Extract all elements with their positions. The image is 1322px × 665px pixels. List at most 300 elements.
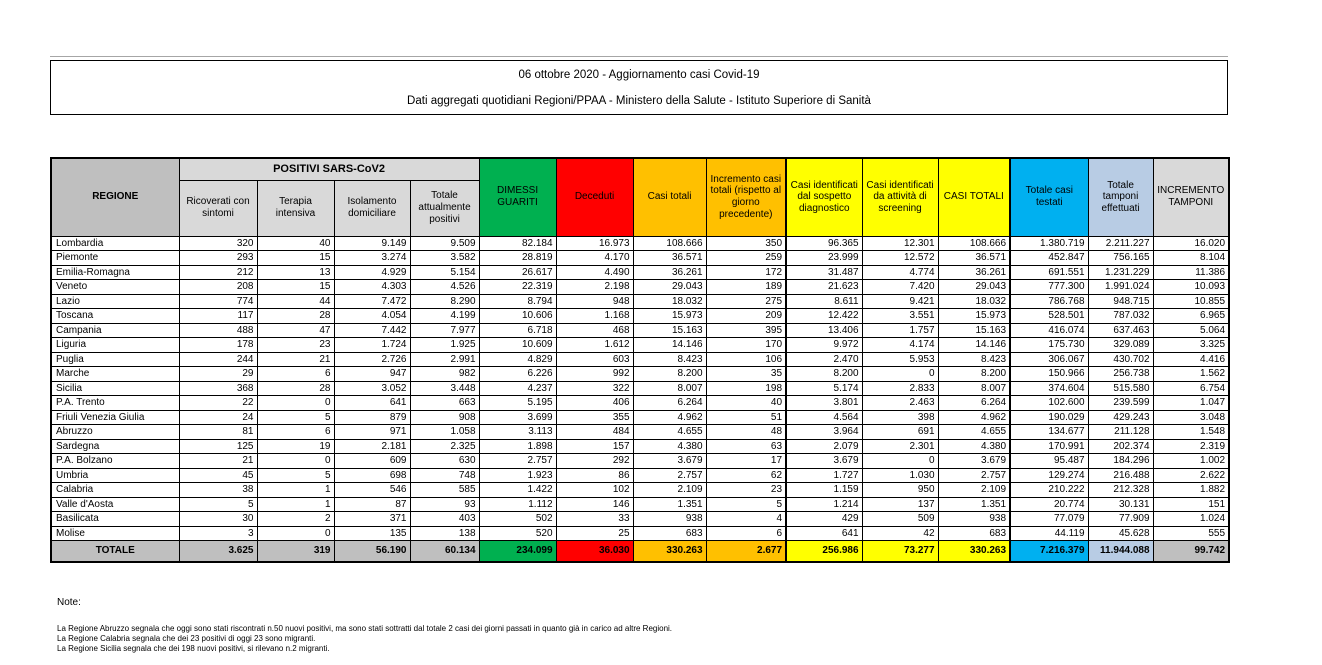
cell-totale-casi-testati: 1.380.719 xyxy=(1010,236,1088,251)
cell-incremento-tamponi: 6.754 xyxy=(1153,381,1229,396)
cell-casi-screening: 4.174 xyxy=(862,338,938,353)
region-name: Friuli Venezia Giulia xyxy=(51,410,179,425)
cell-casi-sospetto-diagnostico: 1.159 xyxy=(786,483,862,498)
cell-totale-attualmente-positivi: 663 xyxy=(410,396,479,411)
cell-totale-tamponi-effettuati: 948.715 xyxy=(1088,294,1153,309)
cell-totale-attualmente-positivi: 2.991 xyxy=(410,352,479,367)
note-sicilia: La Regione Sicilia segnala che dei 198 nuovi positivi, si rilevano n.2 migranti. xyxy=(57,644,330,653)
cell-casi-screening: 4.774 xyxy=(862,265,938,280)
region-name: Toscana xyxy=(51,309,179,324)
column-header-casi-testati: Totale casi testati xyxy=(1010,158,1088,236)
cell-incremento-casi-totali: 6 xyxy=(706,526,786,541)
total-cell-casi-screening: 73.277 xyxy=(862,541,938,562)
cell-dimessi-guariti: 5.195 xyxy=(479,396,556,411)
cell-ricoverati-con-sintomi: 320 xyxy=(179,236,257,251)
cell-totale-tamponi-effettuati: 256.738 xyxy=(1088,367,1153,382)
region-name: Piemonte xyxy=(51,251,179,266)
cell-isolamento-domiciliare: 546 xyxy=(334,483,410,498)
cell-terapia-intensiva: 23 xyxy=(257,338,334,353)
cell-totale-tamponi-effettuati: 756.165 xyxy=(1088,251,1153,266)
cell-casi-screening: 7.420 xyxy=(862,280,938,295)
cell-incremento-tamponi: 11.386 xyxy=(1153,265,1229,280)
cell-totale-attualmente-positivi: 93 xyxy=(410,497,479,512)
cell-casi-screening: 3.551 xyxy=(862,309,938,324)
cell-incremento-tamponi: 2.319 xyxy=(1153,439,1229,454)
cell-terapia-intensiva: 6 xyxy=(257,367,334,382)
cell-isolamento-domiciliare: 4.303 xyxy=(334,280,410,295)
cell-incremento-tamponi: 1.548 xyxy=(1153,425,1229,440)
cell-incremento-casi-totali: 189 xyxy=(706,280,786,295)
cell-casi-totali: 4.962 xyxy=(633,410,706,425)
cell-deceduti: 33 xyxy=(556,512,633,527)
cell-ricoverati-con-sintomi: 488 xyxy=(179,323,257,338)
total-cell-terapia-intensiva: 319 xyxy=(257,541,334,562)
cell-casi-totali-2: 2.757 xyxy=(938,468,1010,483)
table-row xyxy=(51,425,1229,440)
cell-terapia-intensiva: 28 xyxy=(257,309,334,324)
cell-ricoverati-con-sintomi: 24 xyxy=(179,410,257,425)
cell-totale-attualmente-positivi: 5.154 xyxy=(410,265,479,280)
cell-totale-attualmente-positivi: 9.509 xyxy=(410,236,479,251)
cell-incremento-casi-totali: 51 xyxy=(706,410,786,425)
cell-ricoverati-con-sintomi: 293 xyxy=(179,251,257,266)
cell-incremento-tamponi: 3.325 xyxy=(1153,338,1229,353)
cell-casi-totali-2: 1.351 xyxy=(938,497,1010,512)
cell-ricoverati-con-sintomi: 368 xyxy=(179,381,257,396)
region-name: Liguria xyxy=(51,338,179,353)
cell-dimessi-guariti: 2.757 xyxy=(479,454,556,469)
cell-casi-totali: 683 xyxy=(633,526,706,541)
cell-totale-attualmente-positivi: 3.582 xyxy=(410,251,479,266)
cell-isolamento-domiciliare: 87 xyxy=(334,497,410,512)
cell-casi-totali: 14.146 xyxy=(633,338,706,353)
cell-terapia-intensiva: 15 xyxy=(257,251,334,266)
cell-isolamento-domiciliare: 9.149 xyxy=(334,236,410,251)
cell-casi-sospetto-diagnostico: 13.406 xyxy=(786,323,862,338)
cell-casi-sospetto-diagnostico: 23.999 xyxy=(786,251,862,266)
cell-ricoverati-con-sintomi: 125 xyxy=(179,439,257,454)
cell-terapia-intensiva: 13 xyxy=(257,265,334,280)
cell-totale-casi-testati: 150.966 xyxy=(1010,367,1088,382)
cell-ricoverati-con-sintomi: 30 xyxy=(179,512,257,527)
cell-totale-attualmente-positivi: 585 xyxy=(410,483,479,498)
cell-incremento-casi-totali: 106 xyxy=(706,352,786,367)
cell-totale-casi-testati: 210.222 xyxy=(1010,483,1088,498)
cell-ricoverati-con-sintomi: 81 xyxy=(179,425,257,440)
cell-terapia-intensiva: 21 xyxy=(257,352,334,367)
table-row xyxy=(51,483,1229,498)
region-name: Abruzzo xyxy=(51,425,179,440)
region-name: Marche xyxy=(51,367,179,382)
total-cell-ricoverati-con-sintomi: 3.625 xyxy=(179,541,257,562)
cell-totale-attualmente-positivi: 4.199 xyxy=(410,309,479,324)
notes-section xyxy=(57,597,1257,654)
cell-terapia-intensiva: 0 xyxy=(257,454,334,469)
cell-casi-sospetto-diagnostico: 9.972 xyxy=(786,338,862,353)
table-row xyxy=(51,309,1229,324)
cell-incremento-casi-totali: 48 xyxy=(706,425,786,440)
cell-totale-attualmente-positivi: 982 xyxy=(410,367,479,382)
region-name: Emilia-Romagna xyxy=(51,265,179,280)
cell-totale-casi-testati: 44.119 xyxy=(1010,526,1088,541)
cell-deceduti: 2.198 xyxy=(556,280,633,295)
cell-isolamento-domiciliare: 135 xyxy=(334,526,410,541)
cell-incremento-casi-totali: 198 xyxy=(706,381,786,396)
cell-dimessi-guariti: 8.794 xyxy=(479,294,556,309)
cell-terapia-intensiva: 5 xyxy=(257,410,334,425)
cell-totale-tamponi-effettuati: 239.599 xyxy=(1088,396,1153,411)
cell-casi-screening: 2.463 xyxy=(862,396,938,411)
cell-casi-sospetto-diagnostico: 641 xyxy=(786,526,862,541)
cell-casi-screening: 12.572 xyxy=(862,251,938,266)
gridline xyxy=(50,56,1228,57)
cell-dimessi-guariti: 4.829 xyxy=(479,352,556,367)
cell-terapia-intensiva: 5 xyxy=(257,468,334,483)
cell-casi-sospetto-diagnostico: 21.623 xyxy=(786,280,862,295)
cell-deceduti: 102 xyxy=(556,483,633,498)
column-header-casi-sospetto: Casi identificati dal sospetto diagnostico xyxy=(786,158,862,236)
cell-isolamento-domiciliare: 4.054 xyxy=(334,309,410,324)
cell-dimessi-guariti: 82.184 xyxy=(479,236,556,251)
table-row xyxy=(51,352,1229,367)
cell-incremento-tamponi: 10.855 xyxy=(1153,294,1229,309)
column-header-dimessi-guariti: DIMESSI GUARITI xyxy=(479,158,556,236)
cell-casi-sospetto-diagnostico: 1.727 xyxy=(786,468,862,483)
cell-deceduti: 1.612 xyxy=(556,338,633,353)
region-name: Basilicata xyxy=(51,512,179,527)
cell-deceduti: 4.490 xyxy=(556,265,633,280)
cell-ricoverati-con-sintomi: 178 xyxy=(179,338,257,353)
cell-totale-tamponi-effettuati: 515.580 xyxy=(1088,381,1153,396)
cell-casi-totali: 938 xyxy=(633,512,706,527)
column-header-tamponi: Totale tamponi effettuati xyxy=(1088,158,1153,236)
cell-ricoverati-con-sintomi: 244 xyxy=(179,352,257,367)
column-header-casi-totali: Casi totali xyxy=(633,158,706,236)
cell-casi-totali-2: 6.264 xyxy=(938,396,1010,411)
total-cell-incremento-casi-totali: 2.677 xyxy=(706,541,786,562)
cell-deceduti: 948 xyxy=(556,294,633,309)
total-cell-totale-tamponi-effettuati: 11.944.088 xyxy=(1088,541,1153,562)
cell-casi-sospetto-diagnostico: 8.200 xyxy=(786,367,862,382)
cell-isolamento-domiciliare: 371 xyxy=(334,512,410,527)
bulletin-subtitle: Dati aggregati quotidiani Regioni/PPAA - Ministero della Salute - Istituto Superiore di Sanità xyxy=(407,95,871,107)
table-row xyxy=(51,454,1229,469)
covid-data-table xyxy=(50,157,1230,563)
cell-dimessi-guariti: 4.237 xyxy=(479,381,556,396)
note-abruzzo: La Regione Abruzzo segnala che oggi sono stati riscontrati n.50 nuovi positivi, ma sono stati sottratti dal totale 2 casi dei giorni passati in quanto già in carico ad altre Regioni. xyxy=(57,624,673,633)
cell-deceduti: 25 xyxy=(556,526,633,541)
table-row xyxy=(51,251,1229,266)
cell-totale-tamponi-effettuati: 211.128 xyxy=(1088,425,1153,440)
cell-incremento-tamponi: 1.562 xyxy=(1153,367,1229,382)
cell-casi-screening: 691 xyxy=(862,425,938,440)
cell-totale-tamponi-effettuati: 77.909 xyxy=(1088,512,1153,527)
cell-ricoverati-con-sintomi: 29 xyxy=(179,367,257,382)
cell-totale-attualmente-positivi: 403 xyxy=(410,512,479,527)
table-row xyxy=(51,497,1229,512)
column-header-terapia-intensiva: Terapia intensiva xyxy=(257,180,334,236)
cell-casi-screening: 1.030 xyxy=(862,468,938,483)
cell-casi-totali-2: 14.146 xyxy=(938,338,1010,353)
cell-casi-sospetto-diagnostico: 96.365 xyxy=(786,236,862,251)
cell-totale-attualmente-positivi: 908 xyxy=(410,410,479,425)
cell-incremento-casi-totali: 259 xyxy=(706,251,786,266)
table-row xyxy=(51,280,1229,295)
cell-incremento-casi-totali: 63 xyxy=(706,439,786,454)
cell-isolamento-domiciliare: 609 xyxy=(334,454,410,469)
cell-casi-screening: 9.421 xyxy=(862,294,938,309)
cell-incremento-casi-totali: 5 xyxy=(706,497,786,512)
cell-casi-totali: 8.007 xyxy=(633,381,706,396)
cell-casi-totali-2: 36.261 xyxy=(938,265,1010,280)
region-name: Lombardia xyxy=(51,236,179,251)
cell-incremento-tamponi: 10.093 xyxy=(1153,280,1229,295)
cell-dimessi-guariti: 1.898 xyxy=(479,439,556,454)
cell-casi-screening: 0 xyxy=(862,454,938,469)
region-name: P.A. Bolzano xyxy=(51,454,179,469)
title-box xyxy=(50,60,1228,115)
column-header-incremento-tamponi: INCREMENTO TAMPONI xyxy=(1153,158,1229,236)
cell-casi-sospetto-diagnostico: 4.564 xyxy=(786,410,862,425)
table-row xyxy=(51,381,1229,396)
total-cell-isolamento-domiciliare: 56.190 xyxy=(334,541,410,562)
cell-terapia-intensiva: 28 xyxy=(257,381,334,396)
cell-totale-tamponi-effettuati: 637.463 xyxy=(1088,323,1153,338)
total-cell-casi-totali: 330.263 xyxy=(633,541,706,562)
cell-totale-tamponi-effettuati: 202.374 xyxy=(1088,439,1153,454)
cell-dimessi-guariti: 1.112 xyxy=(479,497,556,512)
cell-casi-screening: 42 xyxy=(862,526,938,541)
group-header-positivi: POSITIVI SARS-CoV2 xyxy=(179,158,479,180)
column-header-incremento-casi: Incremento casi totali (rispetto al giorno precedente) xyxy=(706,158,786,236)
cell-totale-casi-testati: 190.029 xyxy=(1010,410,1088,425)
table-row xyxy=(51,526,1229,541)
cell-dimessi-guariti: 520 xyxy=(479,526,556,541)
cell-incremento-tamponi: 4.416 xyxy=(1153,352,1229,367)
cell-totale-attualmente-positivi: 4.526 xyxy=(410,280,479,295)
cell-casi-sospetto-diagnostico: 12.422 xyxy=(786,309,862,324)
cell-isolamento-domiciliare: 4.929 xyxy=(334,265,410,280)
cell-totale-casi-testati: 374.604 xyxy=(1010,381,1088,396)
total-cell-deceduti: 36.030 xyxy=(556,541,633,562)
cell-totale-casi-testati: 95.487 xyxy=(1010,454,1088,469)
cell-casi-totali: 15.163 xyxy=(633,323,706,338)
cell-totale-attualmente-positivi: 748 xyxy=(410,468,479,483)
column-header-isolamento: Isolamento domiciliare xyxy=(334,180,410,236)
cell-totale-tamponi-effettuati: 1.991.024 xyxy=(1088,280,1153,295)
cell-deceduti: 16.973 xyxy=(556,236,633,251)
region-name: Lazio xyxy=(51,294,179,309)
cell-casi-sospetto-diagnostico: 5.174 xyxy=(786,381,862,396)
cell-casi-totali: 36.571 xyxy=(633,251,706,266)
cell-casi-totali-2: 938 xyxy=(938,512,1010,527)
cell-casi-screening: 12.301 xyxy=(862,236,938,251)
cell-totale-casi-testati: 175.730 xyxy=(1010,338,1088,353)
cell-deceduti: 406 xyxy=(556,396,633,411)
cell-totale-tamponi-effettuati: 1.231.229 xyxy=(1088,265,1153,280)
cell-totale-attualmente-positivi: 1.058 xyxy=(410,425,479,440)
cell-deceduti: 292 xyxy=(556,454,633,469)
cell-incremento-tamponi: 5.064 xyxy=(1153,323,1229,338)
region-name: Veneto xyxy=(51,280,179,295)
cell-ricoverati-con-sintomi: 208 xyxy=(179,280,257,295)
cell-dimessi-guariti: 3.113 xyxy=(479,425,556,440)
cell-totale-casi-testati: 77.079 xyxy=(1010,512,1088,527)
cell-incremento-tamponi: 1.047 xyxy=(1153,396,1229,411)
cell-casi-screening: 5.953 xyxy=(862,352,938,367)
cell-totale-tamponi-effettuati: 30.131 xyxy=(1088,497,1153,512)
cell-casi-totali-2: 108.666 xyxy=(938,236,1010,251)
cell-incremento-casi-totali: 4 xyxy=(706,512,786,527)
cell-casi-sospetto-diagnostico: 1.214 xyxy=(786,497,862,512)
cell-totale-casi-testati: 306.067 xyxy=(1010,352,1088,367)
cell-terapia-intensiva: 6 xyxy=(257,425,334,440)
cell-totale-attualmente-positivi: 630 xyxy=(410,454,479,469)
cell-ricoverati-con-sintomi: 212 xyxy=(179,265,257,280)
cell-incremento-casi-totali: 35 xyxy=(706,367,786,382)
cell-dimessi-guariti: 10.609 xyxy=(479,338,556,353)
region-name: Sardegna xyxy=(51,439,179,454)
cell-terapia-intensiva: 1 xyxy=(257,483,334,498)
cell-totale-tamponi-effettuati: 430.702 xyxy=(1088,352,1153,367)
cell-casi-totali-2: 8.007 xyxy=(938,381,1010,396)
total-cell-casi-totali-2: 330.263 xyxy=(938,541,1010,562)
cell-dimessi-guariti: 26.617 xyxy=(479,265,556,280)
cell-casi-totali: 4.380 xyxy=(633,439,706,454)
cell-terapia-intensiva: 15 xyxy=(257,280,334,295)
cell-deceduti: 992 xyxy=(556,367,633,382)
column-header-casi-screening: Casi identificati da attività di screening xyxy=(862,158,938,236)
cell-totale-casi-testati: 102.600 xyxy=(1010,396,1088,411)
cell-casi-sospetto-diagnostico: 2.470 xyxy=(786,352,862,367)
cell-casi-totali: 36.261 xyxy=(633,265,706,280)
note-calabria: La Regione Calabria segnala che dei 23 positivi di oggi 23 sono migranti. xyxy=(57,634,316,643)
cell-casi-sospetto-diagnostico: 429 xyxy=(786,512,862,527)
cell-casi-totali: 8.423 xyxy=(633,352,706,367)
table-row xyxy=(51,410,1229,425)
cell-totale-casi-testati: 786.768 xyxy=(1010,294,1088,309)
cell-dimessi-guariti: 28.819 xyxy=(479,251,556,266)
region-name: Umbria xyxy=(51,468,179,483)
cell-totale-casi-testati: 134.677 xyxy=(1010,425,1088,440)
cell-casi-totali-2: 3.679 xyxy=(938,454,1010,469)
column-header-regione: REGIONE xyxy=(51,158,179,236)
cell-casi-screening: 0 xyxy=(862,367,938,382)
region-name: Valle d'Aosta xyxy=(51,497,179,512)
cell-deceduti: 1.168 xyxy=(556,309,633,324)
table-row xyxy=(51,439,1229,454)
cell-casi-screening: 950 xyxy=(862,483,938,498)
cell-casi-totali-2: 4.380 xyxy=(938,439,1010,454)
cell-totale-casi-testati: 452.847 xyxy=(1010,251,1088,266)
cell-totale-casi-testati: 20.774 xyxy=(1010,497,1088,512)
cell-incremento-casi-totali: 350 xyxy=(706,236,786,251)
cell-totale-attualmente-positivi: 3.448 xyxy=(410,381,479,396)
cell-casi-totali: 1.351 xyxy=(633,497,706,512)
cell-isolamento-domiciliare: 7.472 xyxy=(334,294,410,309)
cell-ricoverati-con-sintomi: 45 xyxy=(179,468,257,483)
cell-casi-screening: 1.757 xyxy=(862,323,938,338)
total-cell-incremento-tamponi: 99.742 xyxy=(1153,541,1229,562)
cell-deceduti: 146 xyxy=(556,497,633,512)
table-row xyxy=(51,396,1229,411)
table-row xyxy=(51,323,1229,338)
cell-deceduti: 157 xyxy=(556,439,633,454)
cell-terapia-intensiva: 0 xyxy=(257,526,334,541)
cell-terapia-intensiva: 0 xyxy=(257,396,334,411)
region-name: Campania xyxy=(51,323,179,338)
bulletin-title: 06 ottobre 2020 - Aggiornamento casi Covid-19 xyxy=(518,69,760,81)
cell-totale-tamponi-effettuati: 184.296 xyxy=(1088,454,1153,469)
cell-totale-attualmente-positivi: 7.977 xyxy=(410,323,479,338)
cell-casi-sospetto-diagnostico: 3.964 xyxy=(786,425,862,440)
cell-ricoverati-con-sintomi: 5 xyxy=(179,497,257,512)
cell-incremento-tamponi: 151 xyxy=(1153,497,1229,512)
cell-terapia-intensiva: 1 xyxy=(257,497,334,512)
cell-incremento-casi-totali: 17 xyxy=(706,454,786,469)
cell-totale-attualmente-positivi: 1.925 xyxy=(410,338,479,353)
cell-incremento-casi-totali: 170 xyxy=(706,338,786,353)
cell-casi-screening: 2.301 xyxy=(862,439,938,454)
cell-incremento-casi-totali: 275 xyxy=(706,294,786,309)
cell-casi-totali-2: 8.423 xyxy=(938,352,1010,367)
cell-totale-casi-testati: 691.551 xyxy=(1010,265,1088,280)
region-name: P.A. Trento xyxy=(51,396,179,411)
cell-dimessi-guariti: 3.699 xyxy=(479,410,556,425)
cell-isolamento-domiciliare: 971 xyxy=(334,425,410,440)
cell-totale-casi-testati: 528.501 xyxy=(1010,309,1088,324)
cell-terapia-intensiva: 44 xyxy=(257,294,334,309)
cell-casi-totali: 108.666 xyxy=(633,236,706,251)
cell-casi-screening: 509 xyxy=(862,512,938,527)
cell-incremento-tamponi: 16.020 xyxy=(1153,236,1229,251)
cell-totale-attualmente-positivi: 8.290 xyxy=(410,294,479,309)
cell-casi-totali: 2.109 xyxy=(633,483,706,498)
region-name: Puglia xyxy=(51,352,179,367)
total-label: TOTALE xyxy=(51,541,179,562)
cell-casi-totali-2: 4.962 xyxy=(938,410,1010,425)
cell-isolamento-domiciliare: 947 xyxy=(334,367,410,382)
cell-deceduti: 355 xyxy=(556,410,633,425)
cell-totale-attualmente-positivi: 2.325 xyxy=(410,439,479,454)
cell-isolamento-domiciliare: 2.181 xyxy=(334,439,410,454)
cell-dimessi-guariti: 10.606 xyxy=(479,309,556,324)
cell-totale-tamponi-effettuati: 787.032 xyxy=(1088,309,1153,324)
cell-casi-sospetto-diagnostico: 3.679 xyxy=(786,454,862,469)
cell-incremento-casi-totali: 395 xyxy=(706,323,786,338)
cell-totale-casi-testati: 416.074 xyxy=(1010,323,1088,338)
cell-isolamento-domiciliare: 7.442 xyxy=(334,323,410,338)
table-row xyxy=(51,265,1229,280)
cell-casi-sospetto-diagnostico: 31.487 xyxy=(786,265,862,280)
cell-isolamento-domiciliare: 879 xyxy=(334,410,410,425)
cell-deceduti: 86 xyxy=(556,468,633,483)
cell-incremento-tamponi: 2.622 xyxy=(1153,468,1229,483)
cell-ricoverati-con-sintomi: 774 xyxy=(179,294,257,309)
table-row xyxy=(51,338,1229,353)
cell-casi-sospetto-diagnostico: 2.079 xyxy=(786,439,862,454)
cell-ricoverati-con-sintomi: 3 xyxy=(179,526,257,541)
table-row xyxy=(51,294,1229,309)
table-row xyxy=(51,512,1229,527)
column-header-deceduti: Deceduti xyxy=(556,158,633,236)
cell-incremento-tamponi: 8.104 xyxy=(1153,251,1229,266)
cell-casi-totali-2: 4.655 xyxy=(938,425,1010,440)
cell-incremento-tamponi: 3.048 xyxy=(1153,410,1229,425)
cell-casi-screening: 2.833 xyxy=(862,381,938,396)
cell-totale-casi-testati: 777.300 xyxy=(1010,280,1088,295)
cell-incremento-casi-totali: 209 xyxy=(706,309,786,324)
